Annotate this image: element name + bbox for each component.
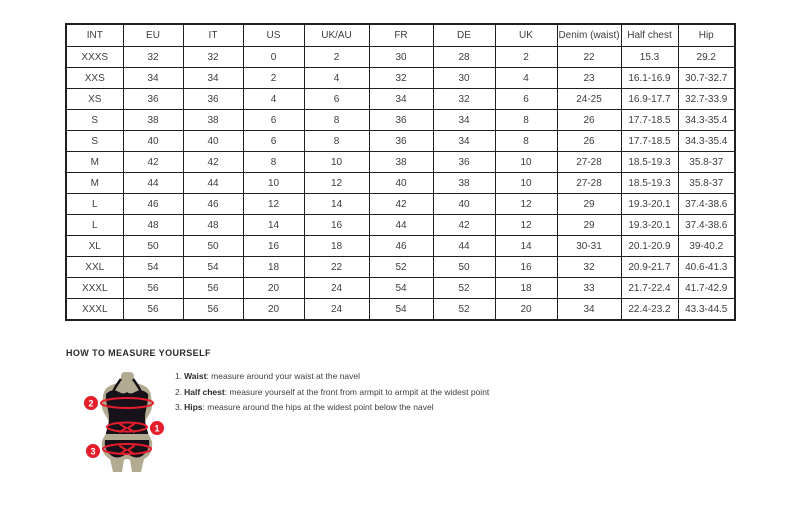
size-cell: 41.7-42.9 [678, 278, 735, 299]
column-header: Denim (waist) [557, 24, 621, 47]
size-cell: 4 [495, 68, 557, 89]
size-cell: 23 [557, 68, 621, 89]
size-cell: 50 [433, 257, 495, 278]
step-number: 3. [175, 402, 183, 412]
size-cell: 24 [304, 299, 369, 321]
size-cell: 14 [495, 236, 557, 257]
size-chart-table [65, 23, 736, 321]
size-cell: 29 [557, 194, 621, 215]
step-number: 2. [175, 386, 183, 397]
size-cell: L [66, 194, 123, 215]
table-row [66, 131, 735, 152]
size-cell: 38 [433, 173, 495, 194]
chest-badge-number: 2 [88, 398, 94, 409]
column-header: IT [183, 24, 243, 47]
table-row [66, 152, 735, 173]
size-cell: 28 [433, 47, 495, 68]
size-cell: 48 [183, 215, 243, 236]
size-cell: 38 [123, 110, 183, 131]
size-cell: 19.3-20.1 [621, 215, 678, 236]
column-header: FR [369, 24, 433, 47]
size-cell: 32 [369, 68, 433, 89]
table-row [66, 236, 735, 257]
table-row [66, 173, 735, 194]
size-cell: 24-25 [557, 89, 621, 110]
column-header: US [243, 24, 304, 47]
size-cell: 16 [243, 236, 304, 257]
size-cell: 36 [183, 89, 243, 110]
step-text: : measure around your waist at the navel [206, 371, 361, 381]
size-cell: 44 [183, 173, 243, 194]
size-cell: 30 [369, 47, 433, 68]
size-cell: 6 [304, 89, 369, 110]
waist-badge-number: 1 [154, 423, 160, 434]
table-row [66, 110, 735, 131]
column-header: Half chest [621, 24, 678, 47]
size-cell: 27-28 [557, 173, 621, 194]
size-cell: 37.4-38.6 [678, 215, 735, 236]
table-body [66, 47, 735, 321]
table-row [66, 257, 735, 278]
size-cell: 34 [369, 89, 433, 110]
size-cell: 30-31 [557, 236, 621, 257]
size-cell: 19.3-20.1 [621, 194, 678, 215]
table-row [66, 194, 735, 215]
measure-steps-list [175, 371, 489, 418]
size-cell: 4 [304, 68, 369, 89]
table-row [66, 215, 735, 236]
size-cell: 56 [123, 299, 183, 321]
size-cell: 22.4-23.2 [621, 299, 678, 321]
size-cell: 18.5-19.3 [621, 152, 678, 173]
size-cell: 42 [183, 152, 243, 173]
size-cell: 22 [557, 47, 621, 68]
step-label: Hips [184, 402, 203, 412]
hips-badge-number: 3 [90, 446, 96, 457]
size-cell: XXL [66, 257, 123, 278]
size-cell: 33 [557, 278, 621, 299]
size-cell: 52 [369, 257, 433, 278]
size-cell: 16.9-17.7 [621, 89, 678, 110]
size-cell: 43.3-44.5 [678, 299, 735, 321]
column-header: Hip [678, 24, 735, 47]
size-cell: XS [66, 89, 123, 110]
size-cell: 48 [123, 215, 183, 236]
size-cell: 38 [183, 110, 243, 131]
size-cell: 24 [304, 278, 369, 299]
table-row [66, 89, 735, 110]
size-cell: L [66, 215, 123, 236]
size-cell: 34 [433, 131, 495, 152]
size-cell: 50 [123, 236, 183, 257]
size-cell: 52 [433, 299, 495, 321]
size-cell: 22 [304, 257, 369, 278]
column-header: EU [123, 24, 183, 47]
column-header: UK/AU [304, 24, 369, 47]
size-cell: 26 [557, 110, 621, 131]
size-cell: 18 [243, 257, 304, 278]
size-cell: 29 [557, 215, 621, 236]
size-cell: 6 [243, 110, 304, 131]
size-cell: 40 [123, 131, 183, 152]
size-cell: 21.7-22.4 [621, 278, 678, 299]
size-cell: 0 [243, 47, 304, 68]
size-cell: M [66, 173, 123, 194]
column-header: UK [495, 24, 557, 47]
size-cell: 34 [123, 68, 183, 89]
size-cell: 12 [243, 194, 304, 215]
size-cell: 29.2 [678, 47, 735, 68]
size-cell: XXXL [66, 299, 123, 321]
size-cell: 35.8-37 [678, 173, 735, 194]
size-cell: 30 [433, 68, 495, 89]
size-cell: 54 [183, 257, 243, 278]
measure-step [175, 387, 489, 397]
size-cell: 20 [243, 278, 304, 299]
size-cell: M [66, 152, 123, 173]
size-cell: 20.9-21.7 [621, 257, 678, 278]
size-cell: 34 [433, 110, 495, 131]
size-cell: 17.7-18.5 [621, 110, 678, 131]
table-row [66, 299, 735, 321]
size-cell: XXS [66, 68, 123, 89]
size-cell: 16.1-16.9 [621, 68, 678, 89]
size-cell: 10 [495, 173, 557, 194]
size-cell: 50 [183, 236, 243, 257]
size-cell: 4 [243, 89, 304, 110]
size-cell: 2 [243, 68, 304, 89]
size-cell: 14 [243, 215, 304, 236]
size-cell: 40.6-41.3 [678, 257, 735, 278]
size-cell: 36 [123, 89, 183, 110]
size-cell: 46 [183, 194, 243, 215]
size-cell: 27-28 [557, 152, 621, 173]
measure-step [175, 402, 489, 412]
size-cell: 56 [123, 278, 183, 299]
size-cell: 35.8-37 [678, 152, 735, 173]
size-cell: 8 [304, 110, 369, 131]
size-cell: 54 [123, 257, 183, 278]
table-row [66, 68, 735, 89]
size-cell: 34 [183, 68, 243, 89]
size-cell: 44 [123, 173, 183, 194]
size-cell: 36 [369, 110, 433, 131]
size-cell: 42 [433, 215, 495, 236]
size-cell: 44 [433, 236, 495, 257]
header-row [66, 24, 735, 47]
size-cell: 14 [304, 194, 369, 215]
size-cell: 10 [243, 173, 304, 194]
size-cell: 2 [495, 47, 557, 68]
size-cell: 18 [495, 278, 557, 299]
size-cell: 56 [183, 299, 243, 321]
size-cell: S [66, 110, 123, 131]
size-cell: 40 [183, 131, 243, 152]
column-header: INT [66, 24, 123, 47]
size-cell: 44 [369, 215, 433, 236]
table-row [66, 278, 735, 299]
size-cell: 42 [369, 194, 433, 215]
size-cell: 40 [369, 173, 433, 194]
size-cell: S [66, 131, 123, 152]
size-cell: XL [66, 236, 123, 257]
size-cell: 54 [369, 278, 433, 299]
size-cell: 8 [243, 152, 304, 173]
size-cell: 32.7-33.9 [678, 89, 735, 110]
size-cell: XXXL [66, 278, 123, 299]
size-cell: 15.3 [621, 47, 678, 68]
size-cell: 20 [243, 299, 304, 321]
size-cell: 17.7-18.5 [621, 131, 678, 152]
size-cell: 40 [433, 194, 495, 215]
size-cell: 6 [243, 131, 304, 152]
step-text: : measure yourself at the front from armpit to armpit at the widest point [224, 386, 490, 397]
size-cell: 52 [433, 278, 495, 299]
size-cell: 32 [557, 257, 621, 278]
size-cell: 8 [304, 131, 369, 152]
size-cell: XXXS [66, 47, 123, 68]
size-cell: 46 [369, 236, 433, 257]
step-number: 1. [175, 371, 183, 381]
size-cell: 16 [304, 215, 369, 236]
size-cell: 46 [123, 194, 183, 215]
size-cell: 6 [495, 89, 557, 110]
size-cell: 12 [304, 173, 369, 194]
size-cell: 39-40.2 [678, 236, 735, 257]
size-cell: 54 [369, 299, 433, 321]
size-cell: 32 [433, 89, 495, 110]
size-cell: 34.3-35.4 [678, 110, 735, 131]
table-row [66, 47, 735, 68]
size-cell: 8 [495, 131, 557, 152]
size-cell: 34.3-35.4 [678, 131, 735, 152]
size-cell: 8 [495, 110, 557, 131]
size-cell: 38 [369, 152, 433, 173]
measure-step [175, 371, 489, 381]
size-cell: 26 [557, 131, 621, 152]
size-cell: 20 [495, 299, 557, 321]
size-cell: 18.5-19.3 [621, 173, 678, 194]
size-cell: 20.1-20.9 [621, 236, 678, 257]
column-header: DE [433, 24, 495, 47]
step-label: Waist [184, 371, 207, 381]
size-cell: 10 [304, 152, 369, 173]
size-cell: 37.4-38.6 [678, 194, 735, 215]
measure-section-title: HOW TO MEASURE YOURSELF [66, 348, 211, 358]
step-label: Half chest [184, 386, 225, 397]
size-cell: 16 [495, 257, 557, 278]
size-cell: 12 [495, 194, 557, 215]
step-text: : measure around the hips at the widest point below the navel [202, 402, 434, 412]
size-cell: 32 [183, 47, 243, 68]
size-cell: 10 [495, 152, 557, 173]
size-cell: 36 [369, 131, 433, 152]
measurement-figure-illustration [84, 364, 172, 482]
size-cell: 30.7-32.7 [678, 68, 735, 89]
size-cell: 18 [304, 236, 369, 257]
size-cell: 2 [304, 47, 369, 68]
size-cell: 34 [557, 299, 621, 321]
size-cell: 42 [123, 152, 183, 173]
size-cell: 56 [183, 278, 243, 299]
size-cell: 36 [433, 152, 495, 173]
size-cell: 12 [495, 215, 557, 236]
size-cell: 32 [123, 47, 183, 68]
